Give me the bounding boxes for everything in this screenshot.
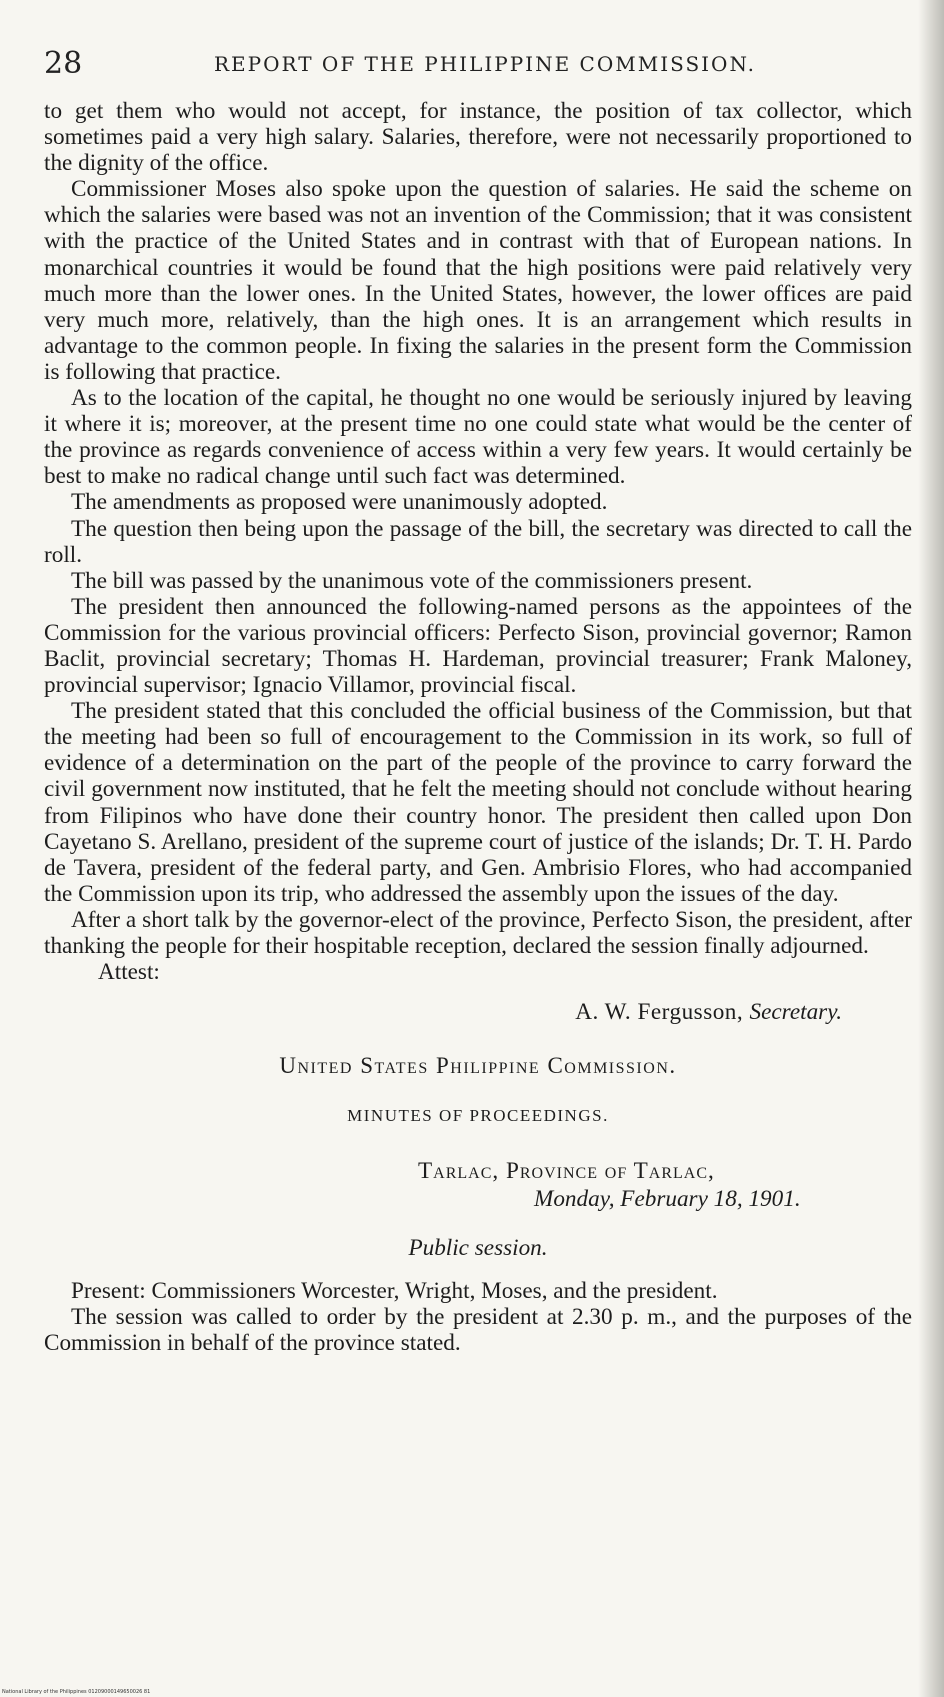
minutes-heading: MINUTES OF PROCEEDINGS. — [347, 1106, 609, 1126]
paragraph-appointees: The president then announced the following-named persons as the appointees of the Commission for the various provincial officers: Perfecto Sison, provincial governor; Ramon Baclit, provincial secretary; Thomas H. Hardeman, provincial treasurer; Frank Maloney, provincial supervisor; Ignacio Villamor, provincial fiscal. — [44, 593, 912, 699]
place-line: Tarlac, Province of Tarlac, — [418, 1158, 715, 1185]
paragraph-closing-remarks: The president stated that this concluded the official business of the Commission, but that the meeting had been so full of encouragement to the Commission in its work, so full of evidence of a determination on the part of the people of the province to carry forward the civil government now instituted, that he felt the meeting should not conclude without hearing from Filipinos who have done their country honor. The president then called upon Don Cayetano S. Arellano, president of the supreme court of justice of the islands; Dr. T. H. Pardo de Tavera, president of the federal party, and Gen. Ambrisio Flores, who had accompanied the Commission upon its trip, who addressed the assembly upon the issues of the day. — [44, 698, 912, 907]
signature-name: A. W. Fergusson, — [575, 999, 744, 1026]
commission-heading: United States Philippine Commission. — [279, 1053, 677, 1079]
secretary-signature — [44, 999, 842, 1025]
attest-line: Attest: — [98, 959, 160, 986]
paragraph-continued: to get them who would not accept, for instance, the position of tax collector, which sometimes paid a very high salary. Salaries, therefore, were not necessarily proportioned to the dignity of the office. — [44, 98, 912, 177]
date-line: Monday, February 18, 1901. — [534, 1186, 801, 1213]
paragraph-called-to-order: The session was called to order by the president at 2.30 p. m., and the purposes of the Commission in behalf of the province stated. — [44, 1303, 912, 1356]
paragraph-adjournment: After a short talk by the governor-elect of the province, Perfecto Sison, the president, after thanking the people for their hospitable reception, declared the session finally adjourned. — [44, 906, 912, 959]
page-header — [44, 44, 908, 84]
paragraph-moses-salaries: Commissioner Moses also spoke upon the question of salaries. He said the scheme on which the salaries were based was not an invention of the Commission; that it was consistent with the practice of the United States and in contrast with that of European nations. In monarchical countries it would be found that the high positions were paid relatively very much more than the lower ones. In the United States, however, the lower offices are paid very much more, relatively, than the high ones. It is an arrangement which results in advantage to the common people. In fixing the salaries in the present form the Commission is following that practice. — [44, 176, 912, 385]
page-edge-shadow — [918, 0, 944, 1697]
paragraph-capital-location: As to the location of the capital, he thought no one would be seriously injured by leaving it where it is; moreover, at the present time no one could state what would be the center of the province as regards convenience of access within a very few years. It would certainly be best to make no radical change until such fact was determined. — [44, 385, 912, 490]
paragraph-bill-passed: The bill was passed by the unanimous vote of the commissioners present. — [71, 567, 753, 594]
session-label: Public session. — [408, 1235, 548, 1262]
signature-title: Secretary. — [749, 999, 842, 1026]
library-footer: National Library of the Philippines 01209000149650026 81 — [2, 1689, 151, 1695]
running-title: REPORT OF THE PHILIPPINE COMMISSION. — [214, 52, 757, 76]
page-body — [44, 98, 912, 1356]
page-number: 28 — [44, 46, 83, 81]
paragraph-present: Present: Commissioners Worcester, Wright, Moses, and the president. — [71, 1277, 718, 1304]
place-date-block — [44, 1157, 912, 1213]
paragraph-roll-call: The question then being upon the passage of the bill, the secretary was directed to call the roll. — [44, 515, 912, 568]
paragraph-amendments: The amendments as proposed were unanimously adopted. — [71, 489, 608, 516]
